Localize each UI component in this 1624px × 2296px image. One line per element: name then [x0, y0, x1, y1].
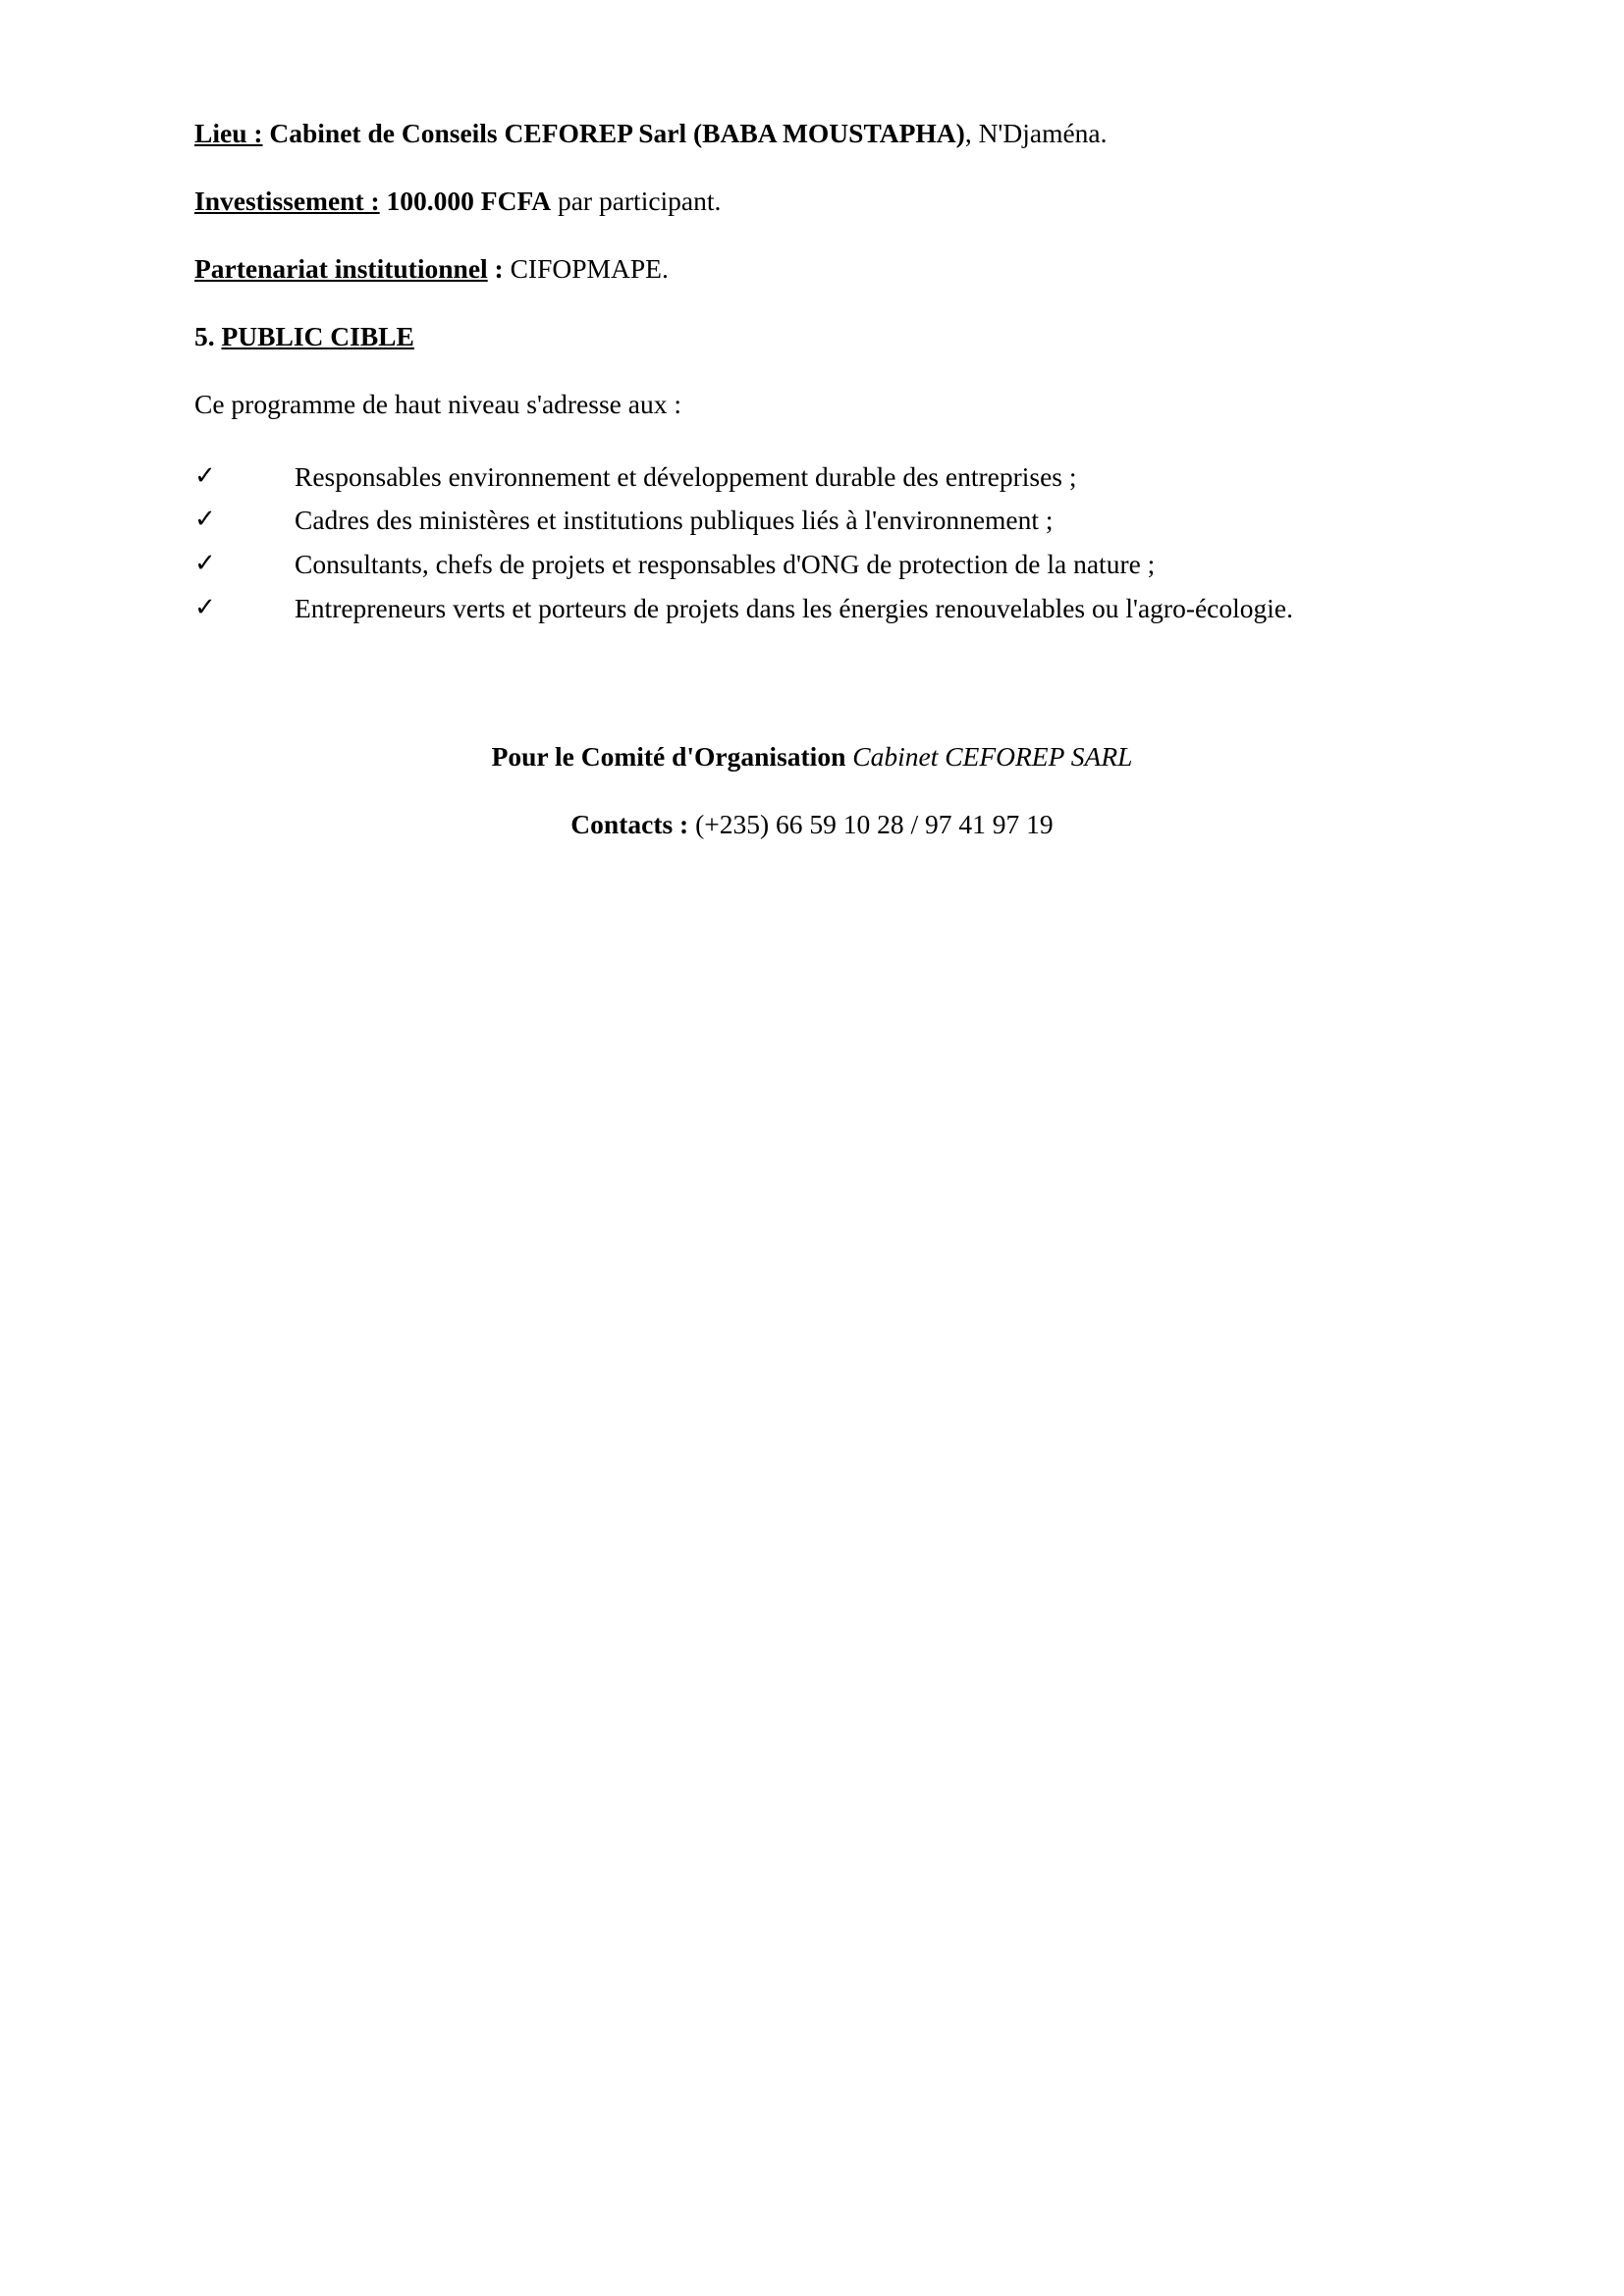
list-item	[194, 591, 1430, 626]
line-partenariat	[194, 253, 1430, 285]
lieu-value-plain: , N'Djaména.	[964, 118, 1108, 148]
line-lieu	[194, 118, 1430, 149]
list-item	[194, 459, 1430, 495]
target-audience-list	[194, 459, 1430, 626]
section-heading	[194, 321, 1430, 352]
check-icon: ✓	[194, 460, 216, 490]
contacts-value: (+235) 66 59 10 28 / 97 41 97 19	[688, 808, 1054, 839]
list-item	[194, 547, 1430, 582]
check-icon: ✓	[194, 549, 216, 578]
lieu-label: Lieu :	[194, 118, 263, 148]
footer-spacer	[194, 635, 1430, 741]
partenariat-value-plain: CIFOPMAPE.	[503, 252, 669, 284]
list-item-label: Entrepreneurs verts et porteurs de projets dans les énergies renouvelables ou l'agro-écologie.	[295, 592, 1294, 623]
line-investissement	[194, 186, 1430, 217]
investissement-value-bold: 100.000 FCFA	[379, 185, 552, 216]
list-item-label: Cadres des ministères et institutions publiques liés à l'environnement ;	[295, 505, 1054, 536]
lieu-value-bold: Cabinet de Conseils CEFOREP Sarl (BABA MOUSTAPHA)	[262, 118, 965, 148]
committee-label: Pour le Comité d'Organisation	[491, 740, 846, 772]
intro-paragraph: Ce programme de haut niveau s'adresse aux :	[194, 388, 681, 419]
committee-firm: Cabinet CEFOREP SARL	[845, 740, 1133, 772]
contacts-label: Contacts :	[570, 808, 689, 839]
section-number: 5.	[194, 320, 215, 351]
check-icon: ✓	[194, 592, 216, 621]
check-icon: ✓	[194, 505, 216, 534]
section-title: PUBLIC CIBLE	[221, 320, 414, 351]
organizing-committee	[194, 741, 1430, 773]
partenariat-colon: :	[487, 252, 504, 284]
investissement-value-plain: par participant.	[551, 185, 722, 216]
list-item-label: Consultants, chefs de projets et responsables d'ONG de protection de la nature ;	[295, 549, 1156, 580]
partenariat-label: Partenariat institutionnel	[194, 252, 488, 284]
investissement-label: Investissement :	[194, 185, 380, 216]
list-item-label: Responsables environnement et développement durable des entreprises ;	[295, 460, 1077, 492]
contacts-line	[194, 809, 1430, 840]
list-item	[194, 503, 1430, 538]
